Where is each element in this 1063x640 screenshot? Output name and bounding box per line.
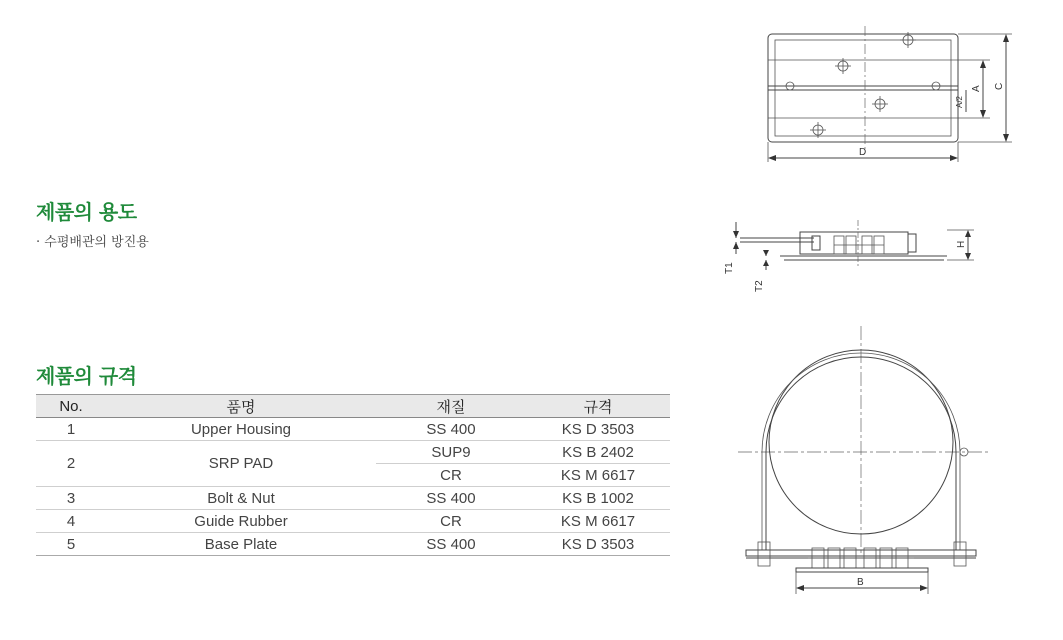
dim-small-label: A/2: [955, 95, 964, 108]
header-name: 품명: [106, 395, 376, 418]
cell-no: 5: [36, 533, 106, 556]
cell-name: Guide Rubber: [106, 510, 376, 533]
cell-standard: KS M 6617: [526, 464, 670, 487]
cell-standard: KS B 2402: [526, 441, 670, 464]
table-row: [36, 487, 670, 510]
dim-t1-label: T1: [724, 262, 735, 274]
table-row: [36, 418, 670, 441]
cell-no: 4: [36, 510, 106, 533]
cell-standard: KS B 1002: [526, 487, 670, 510]
header-standard: 규격: [526, 395, 670, 418]
usage-heading: 제품의 용도: [36, 200, 137, 224]
cell-material: SS 400: [376, 418, 526, 441]
usage-text: · 수평배관의 방진용: [36, 235, 149, 250]
cell-material: SS 400: [376, 487, 526, 510]
cell-standard: KS M 6617: [526, 510, 670, 533]
cell-name: Base Plate: [106, 533, 376, 556]
dim-h-label: H: [956, 240, 967, 248]
cell-standard: KS D 3503: [526, 533, 670, 556]
cell-no: 3: [36, 487, 106, 510]
cell-name: Upper Housing: [106, 418, 376, 441]
dim-d-label: D: [859, 147, 867, 158]
cell-no: 1: [36, 418, 106, 441]
header-no: No.: [36, 395, 106, 418]
spec-heading: 제품의 규격: [36, 364, 137, 388]
table-header-row: [36, 395, 670, 418]
cell-name: Bolt & Nut: [106, 487, 376, 510]
cell-material: SS 400: [376, 533, 526, 556]
table-row: [36, 510, 670, 533]
cell-name: SRP PAD: [106, 441, 376, 487]
table-row: [36, 533, 670, 556]
front-view-drawing: [738, 322, 1008, 600]
top-view-drawing: [740, 20, 1030, 170]
cell-material: CR: [376, 510, 526, 533]
cell-standard: KS D 3503: [526, 418, 670, 441]
table-row: [36, 441, 670, 464]
dim-a-label: A: [971, 85, 982, 92]
header-material: 재질: [376, 395, 526, 418]
dim-b-label: B: [857, 577, 864, 588]
cell-no: 2: [36, 441, 106, 487]
cell-material: SUP9: [376, 441, 526, 464]
dim-c-label: C: [994, 82, 1005, 90]
dim-t2-label: T2: [754, 280, 765, 292]
side-view-drawing: [722, 212, 992, 302]
spec-table: [36, 394, 670, 556]
cell-material: CR: [376, 464, 526, 487]
